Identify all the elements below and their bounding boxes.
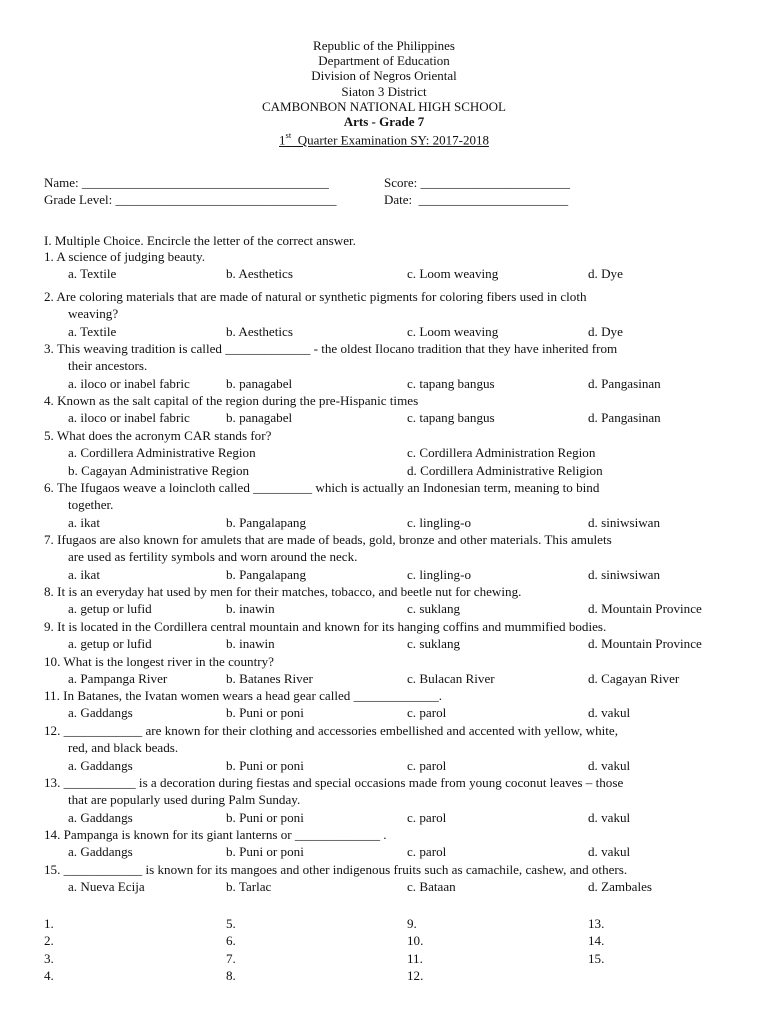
exam-title-rest: Quarter Examination SY: 2017-2018 <box>291 132 489 148</box>
answer-option[interactable]: d. Dye <box>588 323 623 339</box>
question-text: 3. This weaving tradition is called _____________ - the oldest Ilocano tradition that they have inherited from <box>44 341 618 356</box>
answer-number: 13. <box>588 916 605 931</box>
answer-option[interactable]: a. Gaddangs <box>68 844 133 860</box>
answer-option[interactable]: a. ikat <box>68 566 100 582</box>
header-division: Division of Negros Oriental <box>311 68 457 84</box>
question-text: 4. Known as the salt capital of the region during the pre-Hispanic times <box>44 393 419 408</box>
question-text: 6. The Ifugaos weave a loincloth called _________ which is actually an Indonesian term, meaning to bind <box>44 480 600 495</box>
answer-option[interactable]: d. vakul <box>588 809 631 825</box>
answer-option[interactable]: d. Pangasinan <box>588 375 661 391</box>
answer-option[interactable]: c. lingling-o <box>407 566 472 582</box>
answer-option[interactable]: a. getup or lufid <box>68 601 152 617</box>
answer-option[interactable]: c. suklang <box>407 601 461 617</box>
answer-option[interactable]: d. Cagayan River <box>588 671 680 687</box>
answer-option[interactable]: a. ikat <box>68 514 100 530</box>
question-text: weaving? <box>68 306 119 322</box>
answer-option[interactable]: c. suklang <box>407 636 461 652</box>
answer-number: 5. <box>226 916 236 931</box>
answer-option[interactable]: d. Dye <box>588 266 623 282</box>
answer-number: 10. <box>407 933 424 949</box>
answer-number: 4. <box>44 967 54 983</box>
question-text: are used as fertility symbols and worn around the neck. <box>68 549 358 565</box>
answer-option[interactable]: c. Cordillera Administration Region <box>407 445 596 461</box>
question-text: 14. Pampanga is known for its giant lanterns or _____________ . <box>44 827 387 842</box>
answer-option[interactable]: d. vakul <box>588 757 631 773</box>
answer-option[interactable]: b. Puni or poni <box>226 757 304 773</box>
question-text: together. <box>68 497 114 513</box>
header-republic: Republic of the Philippines <box>313 38 455 53</box>
answer-option[interactable]: d. siniwsiwan <box>588 566 661 582</box>
answer-option[interactable]: b. Puni or poni <box>226 844 304 860</box>
answer-option[interactable]: a. getup or lufid <box>68 636 152 652</box>
question-text: 15. ____________ is known for its mangoes and other indigenous fruits such as camachile, cashew, and others. <box>44 862 628 877</box>
question-text: 2. Are coloring materials that are made of natural or synthetic pigments for coloring fibers used in cloth <box>44 289 587 304</box>
answer-number: 9. <box>407 916 417 931</box>
answer-option[interactable]: a. Cordillera Administrative Region <box>68 445 256 461</box>
document-header <box>0 38 768 148</box>
answer-option[interactable]: a. iloco or inabel fabric <box>68 410 190 426</box>
answer-option[interactable]: d. vakul <box>588 844 631 860</box>
answer-option[interactable]: b. Cagayan Administrative Region <box>68 462 250 478</box>
answer-option[interactable]: b. panagabel <box>226 375 293 391</box>
question-text: that are popularly used during Palm Sunday. <box>68 792 301 808</box>
answer-number: 7. <box>226 950 236 966</box>
answer-option[interactable]: b. panagabel <box>226 410 293 426</box>
question-text: 7. Ifugaos are also known for amulets that are made of beads, gold, bronze and other materials. This amulets <box>44 532 612 547</box>
question-text: 12. ____________ are known for their clothing and accessories embellished and accented with yellow, white, <box>44 723 619 738</box>
answer-option[interactable]: d. Pangasinan <box>588 410 661 426</box>
answer-option[interactable]: d. Cordillera Administrative Religion <box>407 462 603 478</box>
answer-number: 6. <box>226 933 236 949</box>
info-row-1 <box>44 175 734 192</box>
answer-number: 15. <box>588 950 605 966</box>
answer-option[interactable]: c. parol <box>407 705 447 721</box>
answer-option[interactable]: b. Aesthetics <box>226 323 293 339</box>
question-text: 8. It is an everyday hat used by men for their matches, tobacco, and beetle nut for chewing. <box>44 584 522 599</box>
answer-option[interactable]: d. Zambales <box>588 879 652 895</box>
answer-option[interactable]: b. Puni or poni <box>226 809 304 825</box>
question-text: 1. A science of judging beauty. <box>44 249 205 264</box>
school-name: CAMBONBON NATIONAL HIGH SCHOOL <box>262 98 506 114</box>
question-text: red, and black beads. <box>68 740 179 756</box>
subject-title: Arts - Grade 7 <box>343 114 425 130</box>
answer-option[interactable]: c. parol <box>407 844 447 860</box>
info-row-2 <box>44 192 734 209</box>
question-text: 13. ___________ is a decoration during fiestas and special occasions made from young coconut leaves – those <box>44 775 624 790</box>
answer-option[interactable]: a. iloco or inabel fabric <box>68 375 190 391</box>
answer-option[interactable]: b. Aesthetics <box>226 266 293 282</box>
question-text: 9. It is located in the Cordillera central mountain and known for its hanging coffins and mummified bodies. <box>44 619 607 634</box>
student-info <box>44 175 734 208</box>
answer-option[interactable]: b. inawin <box>226 601 275 617</box>
answer-option[interactable]: c. tapang bangus <box>407 375 495 391</box>
grade-level-field[interactable]: Grade Level: __________________________________ <box>44 191 337 207</box>
answer-number: 12. <box>407 967 424 983</box>
answer-number: 1. <box>44 916 54 931</box>
header-district: Siaton 3 District <box>341 83 427 99</box>
answer-number: 11. <box>407 950 423 966</box>
answer-option[interactable]: a. Gaddangs <box>68 705 133 721</box>
header-department: Department of Education <box>318 53 450 69</box>
answer-option[interactable]: b. Tarlac <box>226 879 272 895</box>
answer-option[interactable]: c. Loom weaving <box>407 323 499 339</box>
question-text: 5. What does the acronym CAR stands for? <box>44 428 272 443</box>
date-field[interactable]: Date: _______________________ <box>384 191 569 207</box>
answer-option[interactable]: a. Textile <box>68 266 117 282</box>
question-text: 11. In Batanes, the Ivatan women wears a head gear called _____________. <box>44 688 443 703</box>
exam-ordinal-suffix: st <box>285 130 292 141</box>
answer-option[interactable]: b. Batanes River <box>226 671 313 687</box>
answer-option[interactable]: d. siniwsiwan <box>588 514 661 530</box>
answer-number: 2. <box>44 933 54 949</box>
answer-option[interactable]: a. Gaddangs <box>68 757 133 773</box>
name-field[interactable]: Name: ______________________________________ <box>44 175 329 190</box>
answer-option[interactable]: c. parol <box>407 757 447 773</box>
answer-option[interactable]: c. Loom weaving <box>407 266 499 282</box>
answer-option[interactable]: d. vakul <box>588 705 631 721</box>
answer-option[interactable]: a. Gaddangs <box>68 809 133 825</box>
answer-option[interactable]: c. lingling-o <box>407 514 472 530</box>
answer-option[interactable]: c. parol <box>407 809 447 825</box>
answer-option[interactable]: b. Puni or poni <box>226 705 304 721</box>
score-field[interactable]: Score: _______________________ <box>384 175 570 190</box>
exam-ordinal: 1 <box>279 132 286 148</box>
answer-option[interactable]: a. Pampanga River <box>68 671 168 687</box>
answer-option[interactable]: a. Textile <box>68 323 117 339</box>
answer-option[interactable]: a. Nueva Ecija <box>68 879 145 895</box>
question-text: their ancestors. <box>68 358 148 374</box>
section-instructions: I. Multiple Choice. Encircle the letter of the correct answer. <box>44 233 356 248</box>
answer-option[interactable]: c. Bataan <box>407 879 456 895</box>
question-text: 10. What is the longest river in the country? <box>44 654 274 669</box>
answer-number: 3. <box>44 950 54 966</box>
answer-option[interactable]: c. tapang bangus <box>407 410 495 426</box>
answer-option[interactable]: b. inawin <box>226 636 275 652</box>
answer-option[interactable]: b. Pangalapang <box>226 514 306 530</box>
answer-option[interactable]: b. Pangalapang <box>226 566 306 582</box>
answer-number: 14. <box>588 933 605 949</box>
answer-option[interactable]: d. Mountain Province <box>588 636 702 652</box>
answer-option[interactable]: d. Mountain Province <box>588 601 702 617</box>
answer-option[interactable]: c. Bulacan River <box>407 671 495 687</box>
exam-title <box>0 129 768 148</box>
answer-number: 8. <box>226 967 236 983</box>
